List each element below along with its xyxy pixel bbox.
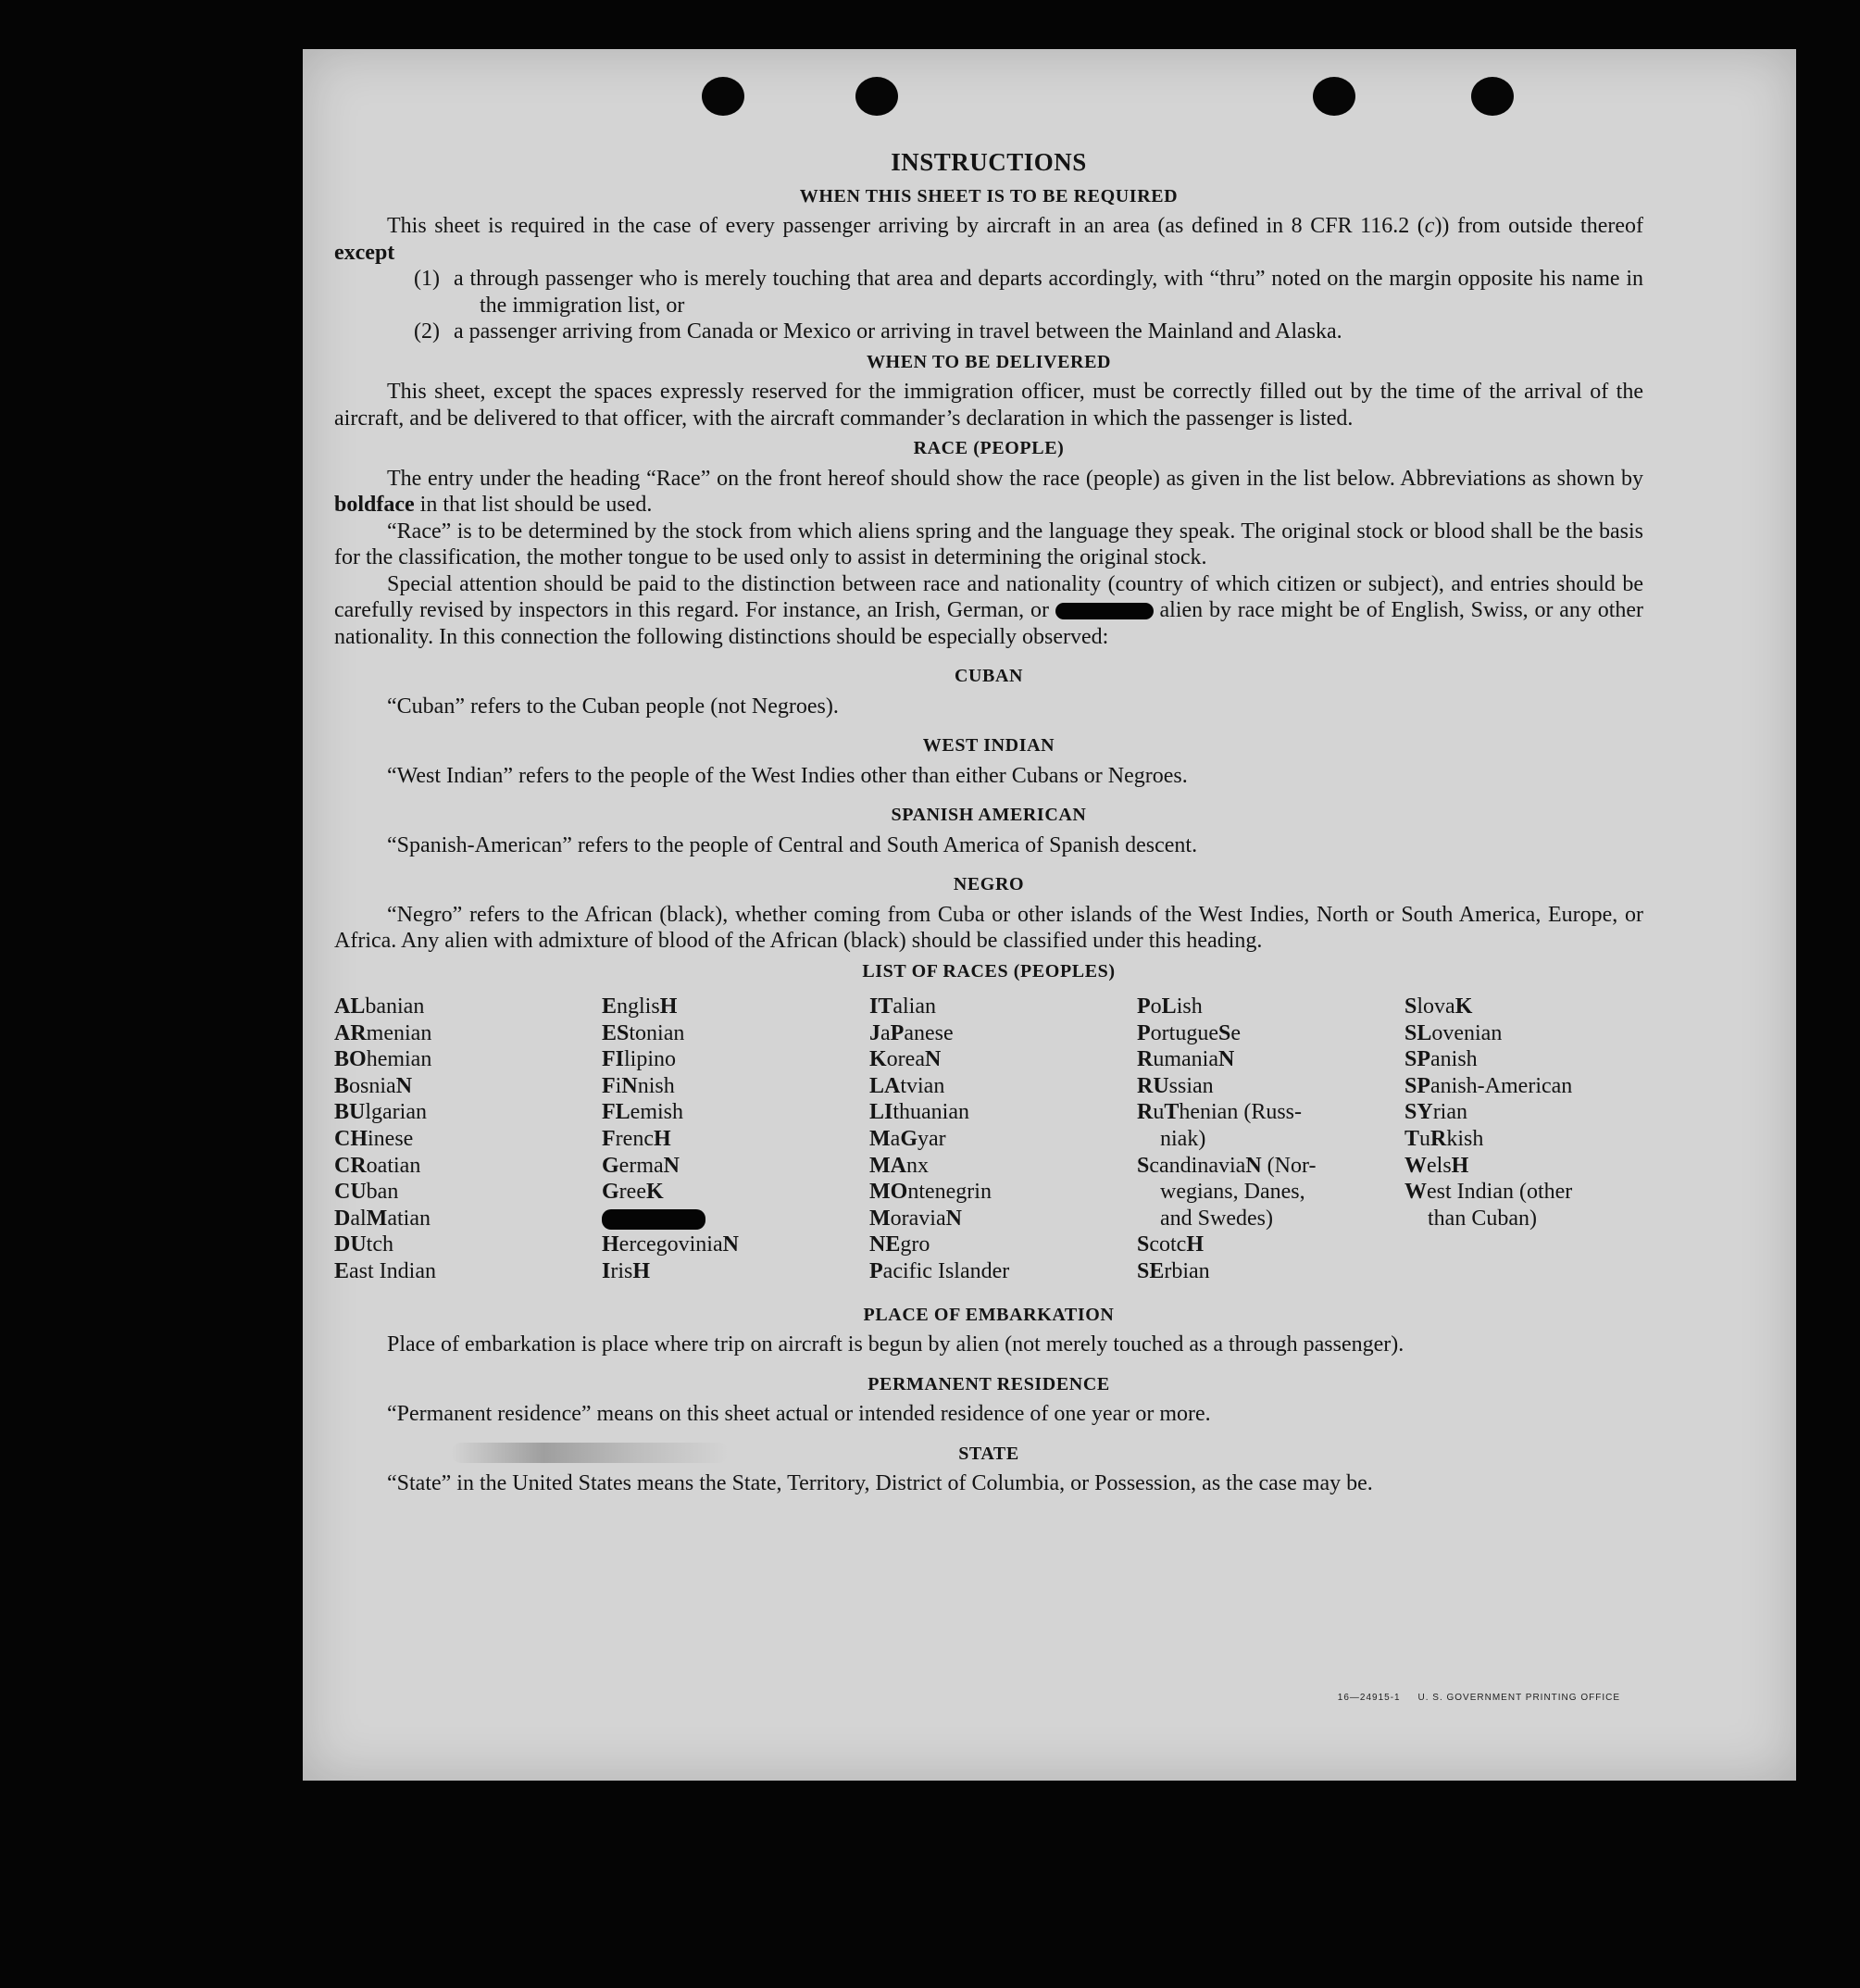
race-entry: [602, 1179, 869, 1206]
race-name-part: erma: [618, 1153, 664, 1178]
race-entry: [334, 1153, 602, 1180]
race-entry: [1137, 1020, 1404, 1047]
race-entry: [334, 1099, 602, 1126]
race-abbreviation: RU: [1137, 1073, 1169, 1098]
race-name-part: est Indian (other: [1427, 1180, 1573, 1205]
race-abbreviation: S: [1217, 1020, 1231, 1045]
race-name-part: (Nor-: [1261, 1153, 1317, 1178]
races-column: [869, 994, 1137, 1285]
race-abbreviation: S: [1137, 1232, 1150, 1257]
race-entry: [334, 1126, 602, 1153]
race-entry: [1137, 1046, 1404, 1073]
race-name-part: niak): [1160, 1126, 1206, 1151]
race-name-part: u: [1153, 1100, 1165, 1125]
race-name-part: anish-American: [1430, 1073, 1573, 1098]
footer-printer-line: [1338, 1693, 1620, 1703]
race-name-part: nish: [637, 1073, 675, 1098]
race-name-part: osnia: [349, 1073, 396, 1098]
race-abbreviation: AL: [334, 994, 366, 1019]
race-entry: [602, 1020, 869, 1047]
race-name-part: gro: [900, 1232, 930, 1257]
race-name-part: ast Indian: [349, 1258, 436, 1283]
race-name-part: ercegovinia: [618, 1232, 723, 1257]
race-abbreviation: K: [645, 1180, 664, 1205]
race-name-part: al: [350, 1206, 367, 1231]
races-column: [1137, 994, 1404, 1285]
race-entry: [1404, 1179, 1645, 1206]
race-abbreviation: G: [900, 1126, 918, 1151]
exception-text: a passenger arriving from Canada or Mexico or arriving in travel between the Mainland and Alaska.: [454, 319, 1342, 344]
heading-state: STATE: [958, 1443, 1019, 1464]
race-abbreviation: K: [1454, 994, 1473, 1019]
race-entry: [602, 1258, 869, 1285]
race-name-part: hemian: [366, 1047, 432, 1072]
race-entry: [1137, 1258, 1404, 1285]
race-abbreviation: SE: [1137, 1258, 1165, 1283]
race-name-part: anese: [904, 1020, 954, 1045]
race-abbreviation: NE: [869, 1232, 901, 1257]
punch-hole: [1313, 77, 1355, 116]
heading-list-of-races: LIST OF RACES (PEOPLES): [862, 960, 1116, 981]
race-abbreviation: LI: [869, 1100, 893, 1125]
race-name-part: o: [1150, 994, 1162, 1019]
heading-when-delivered: WHEN TO BE DELIVERED: [866, 351, 1112, 372]
race-entry: [602, 1206, 869, 1232]
race-abbreviation: E: [334, 1258, 350, 1283]
race-abbreviation: FL: [602, 1100, 630, 1125]
race-entry: [602, 994, 869, 1020]
race-entry: [1137, 1126, 1404, 1153]
race-abbreviation: SP: [1404, 1073, 1431, 1098]
required-intro: [334, 213, 1643, 266]
state-text: “State” in the United States means the State, Territory, District of Columbia, or Possession, as the case may be.: [387, 1471, 1373, 1496]
race-entry: [1137, 1073, 1404, 1100]
race-p1-text-2: in that list should be used.: [414, 493, 653, 517]
race-abbreviation: N: [945, 1206, 962, 1231]
race-abbreviation: CU: [334, 1180, 367, 1205]
race-abbreviation: N: [722, 1232, 739, 1257]
race-entry: [334, 1020, 602, 1047]
race-entry: [869, 1258, 1137, 1285]
race-name-part: nx: [905, 1153, 929, 1178]
race-entry: [1404, 1206, 1645, 1232]
required-intro-text: This sheet is required in the case of every passenger arriving by aircraft in an area (as defined in 8 CFR 116.2 (: [387, 214, 1425, 238]
race-name-part: yar: [917, 1126, 946, 1151]
races-column: [334, 994, 602, 1285]
race-abbreviation: P: [1137, 1020, 1151, 1045]
race-name-part: ris: [610, 1258, 633, 1283]
race-entry: [869, 1046, 1137, 1073]
race-abbreviation: P: [869, 1258, 883, 1283]
race-abbreviation: N: [1245, 1153, 1262, 1178]
race-name-part: menian: [366, 1020, 432, 1045]
race-abbreviation: R: [1137, 1100, 1154, 1125]
race-abbreviation: R: [1430, 1126, 1447, 1151]
race-name-part: e: [1230, 1020, 1241, 1045]
race-entry: [334, 1179, 602, 1206]
heading-cuban: CUBAN: [954, 666, 1024, 686]
race-abbreviation: N: [621, 1073, 638, 1098]
race-abbreviation: N: [1217, 1047, 1235, 1072]
race-abbreviation: P: [890, 1020, 905, 1045]
race-name-part: rbian: [1164, 1258, 1210, 1283]
race-name-part: oravia: [890, 1206, 946, 1231]
west-indian-text: “West Indian” refers to the people of the West Indies other than either Cubans or Negroes.: [387, 763, 1188, 788]
race-name-part: tvian: [900, 1073, 945, 1098]
punch-hole: [1471, 77, 1514, 116]
heading-embarkation: PLACE OF EMBARKATION: [863, 1304, 1115, 1325]
race-name-part: atian: [387, 1206, 431, 1231]
race-abbreviation: BO: [334, 1047, 367, 1072]
race-abbreviation: E: [602, 994, 618, 1019]
race-abbreviation: H: [653, 1126, 671, 1151]
race-entry: [1404, 1020, 1645, 1047]
race-entry: [602, 1126, 869, 1153]
race-abbreviation: R: [1137, 1047, 1154, 1072]
race-name-part: ovenian: [1431, 1020, 1503, 1045]
race-abbreviation: S: [1137, 1153, 1150, 1178]
race-name-part: alian: [893, 994, 936, 1019]
race-abbreviation: N: [663, 1153, 680, 1178]
race-name-part: orea: [886, 1047, 925, 1072]
race-entry: [1404, 1073, 1645, 1100]
race-abbreviation: N: [924, 1047, 942, 1072]
race-entry: [1137, 1099, 1404, 1126]
race-abbreviation: K: [869, 1047, 887, 1072]
race-name-part: tonian: [629, 1020, 685, 1045]
race-entry: [334, 1232, 602, 1258]
race-entry: [869, 1020, 1137, 1047]
race-abbreviation: M: [869, 1126, 891, 1151]
race-name-part: tch: [366, 1232, 393, 1257]
race-entry: [602, 1099, 869, 1126]
race-abbreviation: F: [602, 1073, 616, 1098]
race-abbreviation: DU: [334, 1232, 367, 1257]
race-name-part: lipino: [624, 1047, 677, 1072]
race-abbreviation: SY: [1404, 1100, 1433, 1125]
heading-spanish-american: SPANISH AMERICAN: [891, 805, 1087, 825]
redaction-mark: [602, 1209, 705, 1230]
race-entry: [334, 1073, 602, 1100]
race-entry: [869, 1179, 1137, 1206]
race-abbreviation: H: [1186, 1232, 1205, 1257]
race-abbreviation: M: [869, 1206, 891, 1231]
race-name-part: emish: [630, 1100, 683, 1125]
race-abbreviation: F: [602, 1126, 616, 1151]
race-name-part: els: [1427, 1153, 1452, 1178]
race-entry: [334, 994, 602, 1020]
race-paragraph-1: [334, 466, 1643, 519]
race-name-part: ish: [1176, 994, 1203, 1019]
race-entry: [1137, 994, 1404, 1020]
race-abbreviation: L: [1161, 994, 1177, 1019]
race-abbreviation: P: [1137, 994, 1151, 1019]
race-abbreviation: CR: [334, 1153, 367, 1178]
race-abbreviation: CH: [334, 1126, 368, 1151]
race-name-part: lgarian: [365, 1100, 427, 1125]
printer-credit: U. S. GOVERNMENT PRINTING OFFICE: [1417, 1693, 1620, 1703]
race-name-part: ssian: [1168, 1073, 1214, 1098]
race-entry: [869, 1099, 1137, 1126]
race-name-part: nglis: [617, 994, 660, 1019]
punch-hole: [855, 77, 898, 116]
race-abbreviation: H: [602, 1232, 619, 1257]
residence-text: “Permanent residence” means on this sheet actual or intended residence of one year or more.: [387, 1402, 1211, 1427]
form-number: 16—24915-1: [1337, 1693, 1401, 1703]
embarkation-text: Place of embarkation is place where trip on aircraft is begun by alien (not merely touched as a through passenger).: [387, 1332, 1404, 1357]
race-name-part: thuanian: [893, 1100, 969, 1125]
race-abbreviation: BU: [334, 1100, 366, 1125]
exception-text: a through passenger who is merely touching that area and departs accordingly, with “thru” noted on the margin opposite his name in the immigration list, or: [454, 267, 1643, 318]
race-abbreviation: G: [602, 1180, 619, 1205]
race-abbreviation: SP: [1404, 1047, 1431, 1072]
instructions-body: [334, 149, 1643, 1497]
race-abbreviation: MO: [869, 1180, 908, 1205]
race-name-part: candinavia: [1149, 1153, 1246, 1178]
race-abbreviation: MA: [869, 1153, 906, 1178]
race-abbreviation: H: [659, 994, 678, 1019]
race-entry: [869, 1153, 1137, 1180]
race-name-part: rian: [1432, 1100, 1467, 1125]
heading-negro: NEGRO: [953, 874, 1025, 894]
race-abbreviation: SL: [1404, 1020, 1432, 1045]
race-entry: [602, 1232, 869, 1258]
race-name-part: henian (Russ-: [1179, 1100, 1303, 1125]
race-abbreviation: B: [334, 1073, 350, 1098]
race-p3-text: Special attention should be paid to the distinction between race and nationality (country of which citizen or subject), and entries should be carefully revised by inspectors in this regard. For instance, an Irish, German, or: [334, 571, 1643, 622]
heading-west-indian: WEST INDIAN: [922, 735, 1055, 756]
race-name-part: cotc: [1149, 1232, 1187, 1257]
race-entry: [869, 994, 1137, 1020]
race-name-part: renc: [615, 1126, 654, 1151]
required-intro-c: c: [1424, 214, 1435, 238]
race-entry: [1404, 1126, 1645, 1153]
race-abbreviation: W: [1404, 1153, 1427, 1178]
race-abbreviation: H: [632, 1258, 651, 1283]
race-entry: [334, 1206, 602, 1232]
exception-number: (2): [414, 319, 440, 344]
race-name-part: and Swedes): [1160, 1206, 1273, 1231]
negro-text: “Negro” refers to the African (black), whether coming from Cuba or other islands of the West Indies, North or South America, Europe, or Africa. Any alien with admixture of blood of the African (black) should be classified under this heading.: [334, 902, 1643, 953]
race-entry: [869, 1206, 1137, 1232]
race-p3-text-2: alien by race might be of English, Swiss, or any other nationality. In this connection the following distinctions should be especially observed:: [334, 598, 1644, 649]
race-name-part: ree: [618, 1180, 646, 1205]
exception-item: [334, 319, 1643, 345]
race-abbreviation: LA: [869, 1073, 901, 1098]
races-column: [602, 994, 869, 1285]
race-entry: [869, 1126, 1137, 1153]
race-name-part: anish: [1430, 1047, 1478, 1072]
race-paragraph-2: “Race” is to be determined by the stock from which aliens spring and the language they speak. The original stock or blood shall be the basis for the classification, the mother tongue to be used only to assist in determining the original stock.: [334, 519, 1643, 569]
race-abbreviation: FI: [602, 1047, 624, 1072]
heading-when-required: WHEN THIS SHEET IS TO BE REQUIRED: [799, 185, 1179, 206]
redaction-mark: [1055, 603, 1154, 619]
race-name-part: ban: [366, 1180, 399, 1205]
race-abbreviation: T: [1164, 1100, 1180, 1125]
race-entry: [869, 1232, 1137, 1258]
instruction-sheet: [303, 49, 1796, 1781]
race-entry: [602, 1046, 869, 1073]
required-except: except: [334, 240, 395, 265]
race-entry: [602, 1153, 869, 1180]
page-title: INSTRUCTIONS: [891, 148, 1087, 176]
race-entry: [869, 1073, 1137, 1100]
heading-permanent-residence: PERMANENT RESIDENCE: [868, 1373, 1110, 1394]
race-entry: [1137, 1153, 1404, 1180]
delivered-text: This sheet, except the spaces expressly reserved for the immigration officer, must be correctly filled out by the time of the arrival of the aircraft, and be delivered to that officer, with the aircraft commander’s declaration in which the passenger is listed.: [334, 380, 1643, 431]
race-entry: [1404, 1153, 1645, 1180]
race-name-part: oatian: [366, 1153, 421, 1178]
race-abbreviation: H: [1451, 1153, 1469, 1178]
punch-hole: [702, 77, 744, 116]
race-entry: [334, 1046, 602, 1073]
race-abbreviation: IT: [869, 994, 893, 1019]
race-abbreviation: N: [395, 1073, 413, 1098]
race-name-part: inese: [368, 1126, 414, 1151]
race-name-part: u: [1419, 1126, 1431, 1151]
race-entry: [1137, 1232, 1404, 1258]
race-entry: [1137, 1206, 1404, 1232]
race-name-part: kish: [1446, 1126, 1484, 1151]
race-abbreviation: M: [366, 1206, 388, 1231]
race-name-part: lova: [1417, 994, 1455, 1019]
race-entry: [1404, 1046, 1645, 1073]
race-name-part: i: [615, 1073, 622, 1098]
race-entry: [334, 1258, 602, 1285]
races-column: [1404, 994, 1645, 1285]
race-name-part: ntenegrin: [907, 1180, 992, 1205]
race-abbreviation: AR: [334, 1020, 367, 1045]
race-name-part: ortugue: [1150, 1020, 1218, 1045]
spanish-american-text: “Spanish-American” refers to the people of Central and South America of Spanish descent.: [387, 832, 1198, 857]
races-list: [334, 994, 1643, 1285]
heading-race: RACE (PEOPLE): [913, 438, 1065, 458]
smudge-mark: [451, 1443, 729, 1463]
exception-number: (1): [414, 267, 440, 291]
race-paragraph-3: [334, 571, 1643, 651]
exception-item: [334, 266, 1643, 319]
race-entry: [1404, 1099, 1645, 1126]
race-abbreviation: W: [1404, 1180, 1427, 1205]
race-name-part: a: [890, 1126, 901, 1151]
race-abbreviation: T: [1404, 1126, 1420, 1151]
race-entry: [1137, 1179, 1404, 1206]
race-name-part: banian: [365, 994, 425, 1019]
race-abbreviation: J: [869, 1020, 880, 1045]
race-abbreviation: S: [1404, 994, 1417, 1019]
race-name-part: umania: [1153, 1047, 1218, 1072]
race-name-part: than Cuban): [1428, 1206, 1537, 1231]
race-entry: [1404, 994, 1645, 1020]
cuban-text: “Cuban” refers to the Cuban people (not Negroes).: [387, 694, 839, 719]
race-name-part: a: [880, 1020, 891, 1045]
race-abbreviation: ES: [602, 1020, 630, 1045]
race-p1-boldface: boldface: [334, 493, 415, 517]
race-abbreviation: G: [602, 1153, 619, 1178]
race-entry: [602, 1073, 869, 1100]
required-intro-text-2: )) from outside thereof: [1434, 214, 1643, 238]
race-p1-text: The entry under the heading “Race” on the front hereof should show the race (people) as given in the list below. Abbreviations as shown by: [387, 466, 1643, 491]
race-abbreviation: D: [334, 1206, 351, 1231]
race-abbreviation: I: [602, 1258, 611, 1283]
race-name-part: acific Islander: [882, 1258, 1010, 1283]
race-name-part: wegians, Danes,: [1160, 1180, 1305, 1205]
